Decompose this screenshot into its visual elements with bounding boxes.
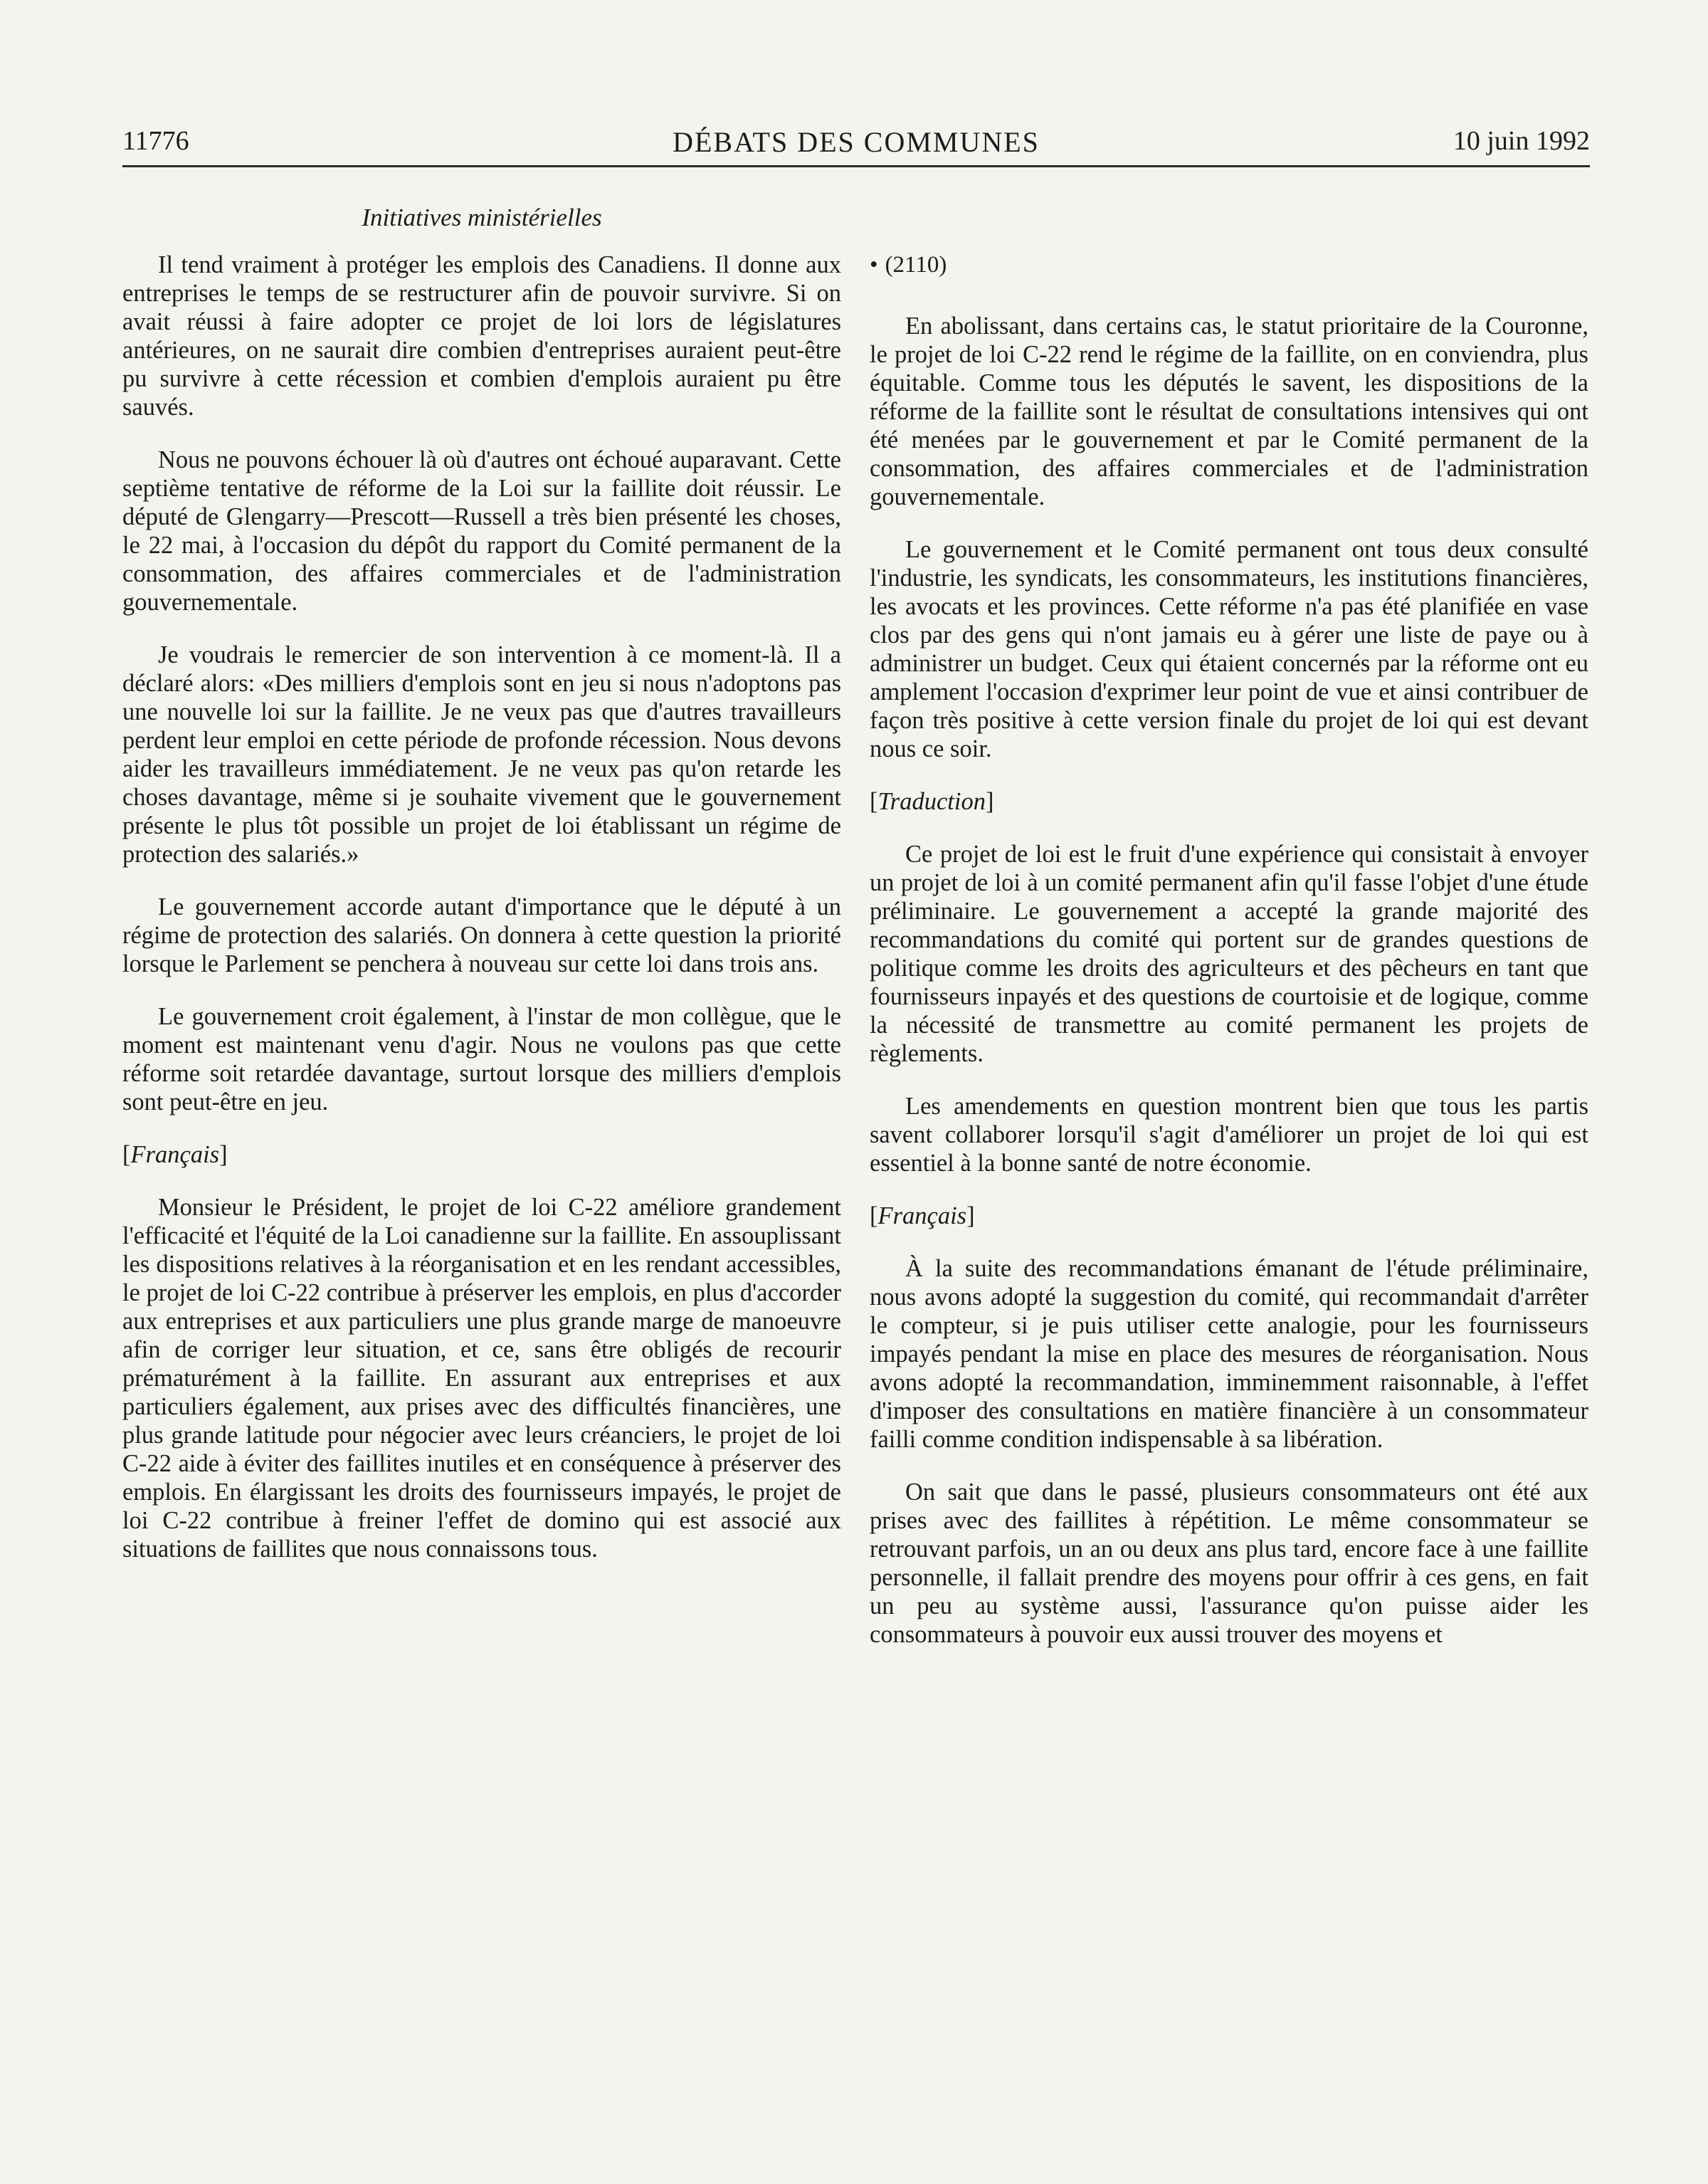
paragraph: Nous ne pouvons échouer là où d'autres ont échoué auparavant. Cette septième tentative de réforme de la Loi sur la faillite doit réussir. Le député de Glengarry—Prescott—Russell a très bien présenté les choses, le 22 mai, à l'occasion du dépôt du rapport du Comité permanent de la consommation, des affaires commerciales et de l'administration gouvernementale.: [122, 446, 841, 616]
tag-bracket-close: ]: [985, 788, 994, 815]
tag-bracket-close: ]: [966, 1202, 975, 1229]
paragraph: Le gouvernement croit également, à l'instar de mon collègue, que le moment est maintenant venu d'agir. Nous ne voulons pas que cette réforme soit retardée davantage, surtout lorsque des milliers d'emplois sont peut-être en jeu.: [122, 1003, 841, 1115]
paragraph: Ce projet de loi est le fruit d'une expérience qui consistait à envoyer un projet de loi à un comité permanent afin qu'il fasse l'objet d'une étude préliminaire. Le gouvernement a accepté la grande majorité des recommandations du comité qui portent sur de grandes questions de politique comme les droits des agriculteurs et des pêcheurs en tant que fournisseurs inpayés et des questions de courtoisie et de logique, comme la nécessité de transmettre au comité permanent les projets de règlements.: [870, 841, 1588, 1067]
tag-bracket-open: [: [122, 1141, 131, 1168]
running-head: Initiatives ministérielles: [362, 204, 602, 231]
paragraph: Je voudrais le remercier de son intervention à ce moment-là. Il a déclaré alors: «Des milliers d'emplois sont en jeu si nous n'adoptons pas une nouvelle loi sur la faillite. Je ne veux pas que d'autres travailleurs perdent leur emploi en cette période de profonde récession. Nous devons aider les travailleurs immédiatement. Je ne veux pas qu'on retarde les choses davantage, même si je souhaite vivement que le gouvernement présente le plus tôt possible un projet de loi établissant un régime de protection des salariés.»: [122, 641, 841, 868]
paragraph: Le gouvernement et le Comité permanent ont tous deux consulté l'industrie, les syndicats, les consommateurs, les institutions financières, les avocats et les provinces. Cette réforme n'a pas été planifiée en vase clos par des gens qui n'ont jamais eu à gérer une liste de paye ou à administrer un budget. Ceux qui étaient concernés par la réforme ont eu amplement l'occasion d'exprimer leur point de vue et ainsi contribuer de façon très positive à cette version finale du projet de loi qui est devant nous ce soir.: [870, 536, 1588, 762]
language-tag: [870, 787, 1588, 816]
tag-bracket-close: ]: [219, 1141, 228, 1168]
paragraph: On sait que dans le passé, plusieurs consommateurs ont été aux prises avec des faillites à répétition. Le même consommateur se retrouvant parfois, un an ou deux ans plus tard, encore face à une faillite personnelle, il fallait prendre des moyens pour offrir à ces gens, en fait un peu au système aussi, l'assurance qu'on puisse aider les consommateurs à pouvoir eux aussi trouver des moyens et: [870, 1479, 1588, 1648]
paragraph: Monsieur le Président, le projet de loi C-22 améliore grandement l'efficacité et l'équité de la Loi canadienne sur la faillite. En assouplissant les dispositions relatives à la réorganisation et en les rendant accessibles, le projet de loi C-22 contribue à préserver les emplois, en plus d'accorder aux entreprises et aux particuliers une plus grande marge de manoeuvre afin de corriger leur situation, et ce, sans être obligés de recourir prématurément à la faillite. En assurant aux entreprises et aux particuliers également, aux prises avec des difficultés financières, une plus grande latitude pour négocier avec leurs créanciers, le projet de loi C-22 aide à éviter des faillites inutiles et en conséquence à préserver des emplois. En élargissant les droits des fournisseurs impayés, le projet de loi C-22 contribue à freiner l'effet de domino qui est associé aux situations de faillites que nous connaissons tous.: [122, 1194, 842, 1563]
page-header: [122, 125, 1590, 167]
journal-title: DÉBATS DES COMMUNES: [673, 126, 1040, 158]
language-tag: [870, 1202, 1588, 1230]
tag-bracket-open: [: [870, 1202, 878, 1229]
paragraph: En abolissant, dans certains cas, le statut prioritaire de la Couronne, le projet de loi C-22 rend le régime de la faillite, on en conviendra, plus équitable. Comme tous les députés le savent, les dispositions de la réforme de la faillite sont le résultat de consultations intensives qui ont été menées par le gouvernement et par le Comité permanent de la consommation, des affaires commerciales et de l'administration gouvernementale.: [870, 313, 1588, 510]
language-tag: [122, 1140, 841, 1169]
page-date: 10 juin 1992: [1453, 126, 1590, 156]
timestamp-text: (2110): [885, 252, 947, 278]
right-column: [870, 251, 1588, 1673]
page-number: 11776: [122, 126, 189, 156]
paragraph: Les amendements en question montrent bien que tous les partis savent collaborer lorsqu'il s'agit d'améliorer un projet de loi qui est essentiel à la bonne santé de notre économie.: [870, 1093, 1588, 1177]
paragraph: À la suite des recommandations émanant de l'étude préliminaire, nous avons adopté la suggestion du comité, qui recommandait d'arrêter le compteur, si je puis utiliser cette analogie, pour les fournisseurs impayés pendant la mise en place des mesures de réorganisation. Nous avons adopté la recommandation, imminemment raisonnable, à l'effet d'imposer des consultations en matière financière à un consommateur failli comme condition indispensable à sa libération.: [870, 1255, 1588, 1453]
left-column: [122, 251, 841, 1587]
tag-word: Français: [130, 1141, 220, 1168]
tag-bracket-open: [: [870, 788, 878, 815]
paragraph: Il tend vraiment à protéger les emplois des Canadiens. Il donne aux entreprises le temps de se restructurer afin de pouvoir survivre. Si on avait réussi à faire adopter ce projet de loi lors de législatures antérieures, on ne saurait dire combien d'entreprises auraient peut-être pu survivre à cette récession et combien d'emplois auraient pu être sauvés.: [122, 251, 841, 421]
bullet-icon: •: [870, 252, 878, 278]
timestamp: [870, 251, 1588, 279]
paragraph: Le gouvernement accorde autant d'importance que le député à un régime de protection des salariés. On donnera à cette question la priorité lorsque le Parlement se penchera à nouveau sur cette loi dans trois ans.: [122, 893, 841, 977]
tag-word: Français: [877, 1202, 967, 1229]
tag-word: Traduction: [877, 788, 986, 815]
